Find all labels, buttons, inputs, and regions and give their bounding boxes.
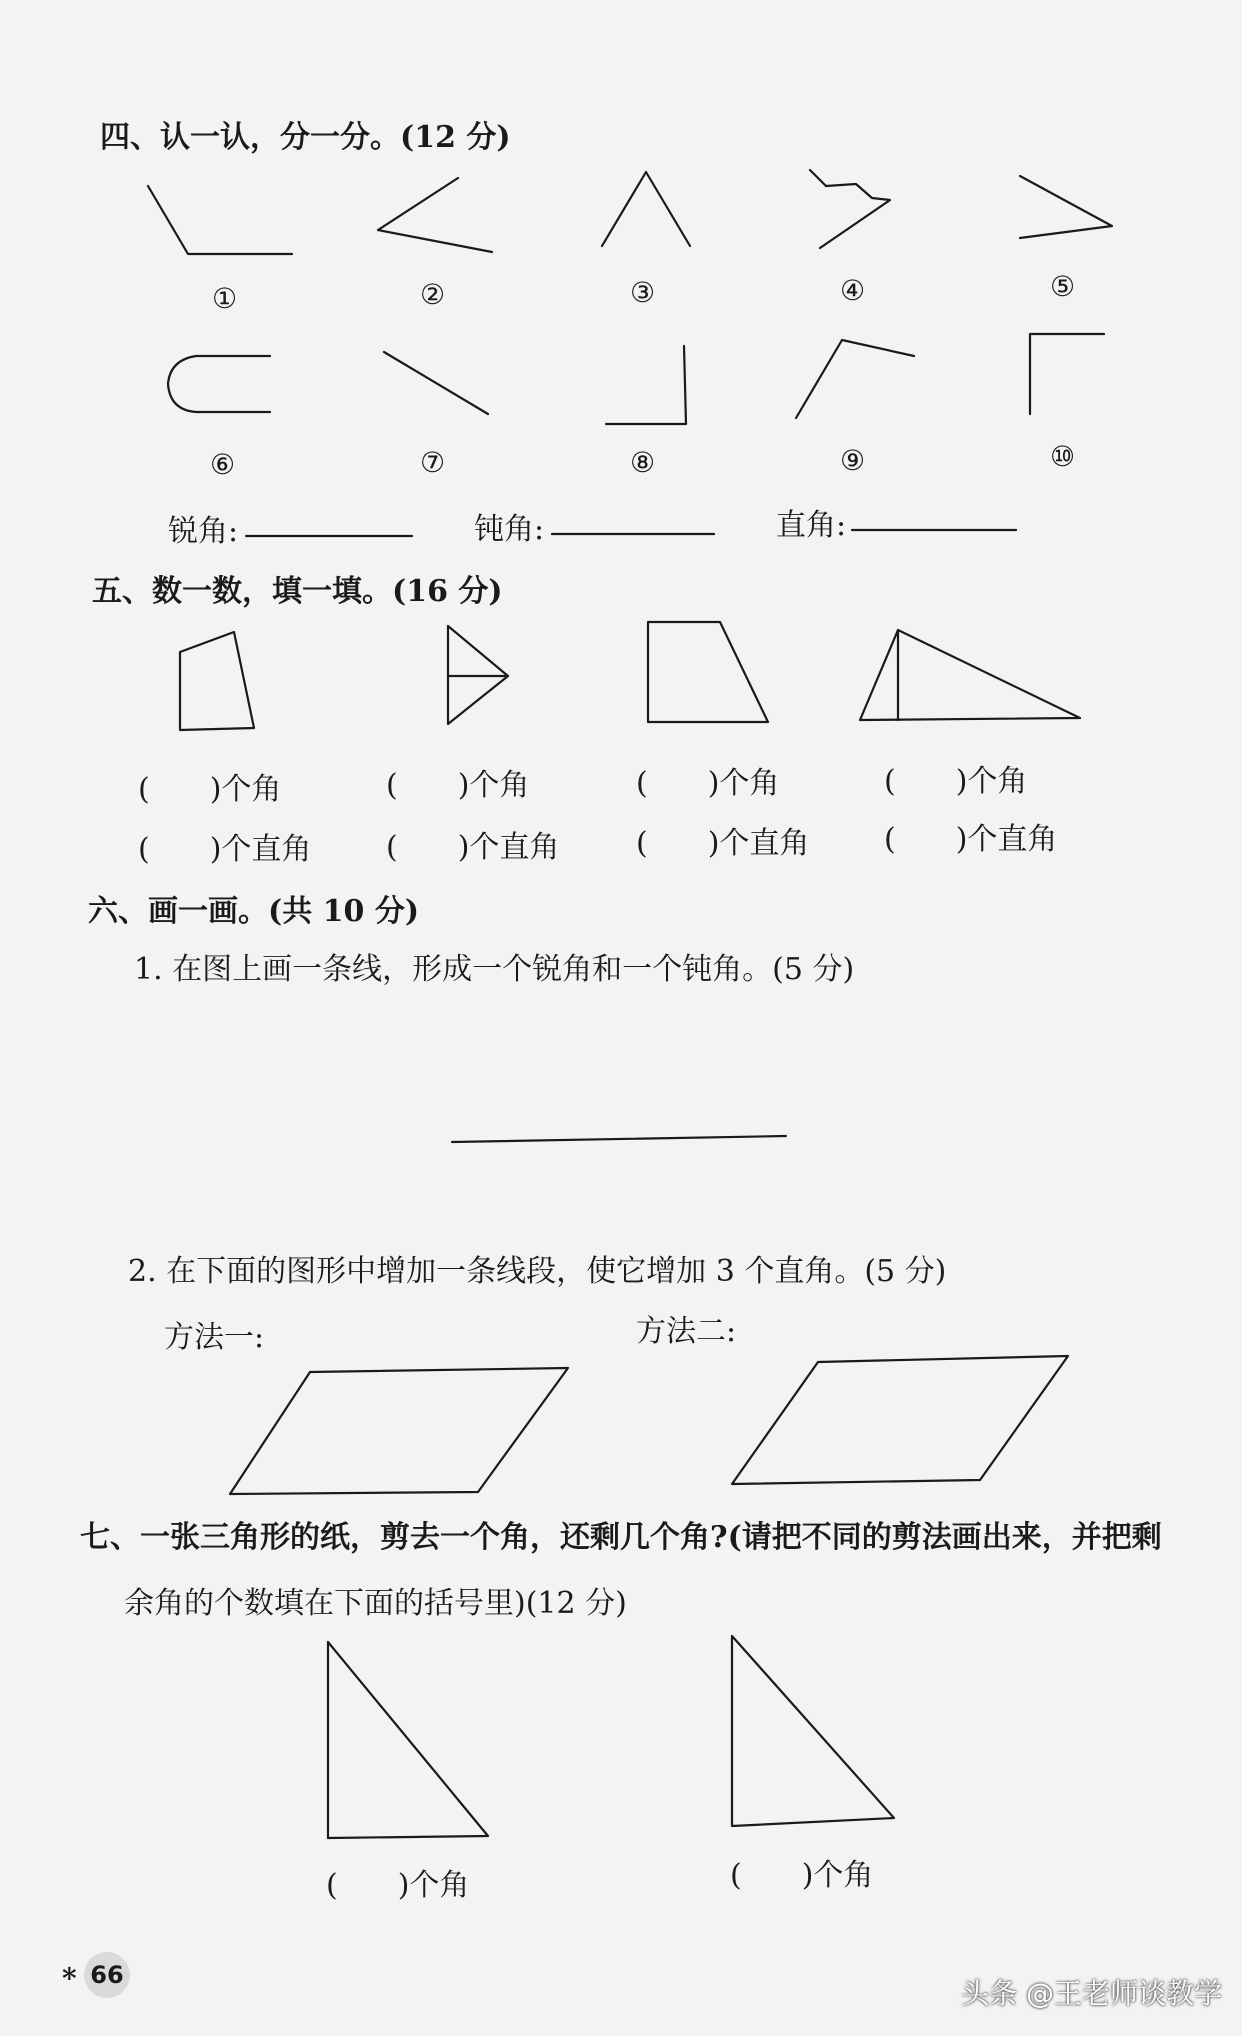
angle-count-2: ( )个角 <box>386 768 530 803</box>
angle-count-4: ( )个角 <box>884 764 1028 799</box>
label-9: ⑨ <box>840 444 866 477</box>
angle-8 <box>606 346 686 424</box>
section-5-title: 五、数一数，填一填。(16 分) <box>92 574 503 609</box>
obtuse-label: 钝角: <box>474 512 545 547</box>
angle-3 <box>602 172 690 246</box>
angle-9 <box>796 340 914 418</box>
angle-1 <box>148 186 292 254</box>
angle-6 <box>168 356 270 412</box>
right-angle-count-3: ( )个直角 <box>636 826 810 861</box>
angle-count-1: ( )个角 <box>138 772 282 807</box>
right-angle-count-2: ( )个直角 <box>386 830 560 865</box>
angle-2 <box>378 178 492 252</box>
label-10: ⑩ <box>1050 440 1076 473</box>
right-angle-count-1: ( )个直角 <box>138 832 312 867</box>
method-1-label: 方法一: <box>164 1320 265 1355</box>
section-4-title: 四、认一认，分一分。(12 分) <box>100 120 511 155</box>
section-7-title-line1: 七、一张三角形的纸，剪去一个角，还剩几个角?(请把不同的剪法画出来，并把剩 <box>80 1520 1162 1555</box>
watermark: 头条 @王老师谈教学 <box>961 1977 1222 2010</box>
quadrilateral-shape <box>180 632 254 730</box>
page-number: 66 <box>84 1952 130 1998</box>
angle-5 <box>1020 176 1112 238</box>
label-1: ① <box>212 282 238 315</box>
trapezoid-shape <box>648 622 768 722</box>
star-mark: * <box>62 1962 77 1995</box>
acute-label: 锐角: <box>168 514 239 549</box>
angle-count-3: ( )个角 <box>636 766 780 801</box>
section-7-title-line2: 余角的个数填在下面的括号里)(12 分) <box>124 1586 627 1621</box>
paper-triangle-1 <box>328 1642 488 1838</box>
right-angle-count-4: ( )个直角 <box>884 822 1058 857</box>
angle-4 <box>810 170 890 248</box>
right-triangle-split-shape <box>860 630 1080 720</box>
label-3: ③ <box>630 276 656 309</box>
parallelogram-2 <box>732 1356 1068 1484</box>
angle-10 <box>1030 334 1104 414</box>
section-6-title: 六、画一画。(共 10 分) <box>88 894 420 929</box>
angle-7 <box>384 352 488 414</box>
draw-segment <box>452 1136 786 1142</box>
section-6-q2: 2. 在下面的图形中增加一条线段，使它增加 3 个直角。(5 分) <box>128 1254 947 1289</box>
remaining-angles-1: ( )个角 <box>326 1868 470 1903</box>
label-2: ② <box>420 278 446 311</box>
label-6: ⑥ <box>210 448 236 481</box>
remaining-angles-2: ( )个角 <box>730 1858 874 1893</box>
label-4: ④ <box>840 274 866 307</box>
method-2-label: 方法二: <box>636 1314 737 1349</box>
label-7: ⑦ <box>420 446 446 479</box>
section-6-q1: 1. 在图上画一条线，形成一个锐角和一个钝角。(5 分) <box>134 952 855 987</box>
label-8: ⑧ <box>630 446 656 479</box>
paper-triangle-2 <box>732 1636 894 1826</box>
parallelogram-1 <box>230 1368 568 1494</box>
right-label: 直角: <box>776 508 847 543</box>
label-5: ⑤ <box>1050 270 1076 303</box>
